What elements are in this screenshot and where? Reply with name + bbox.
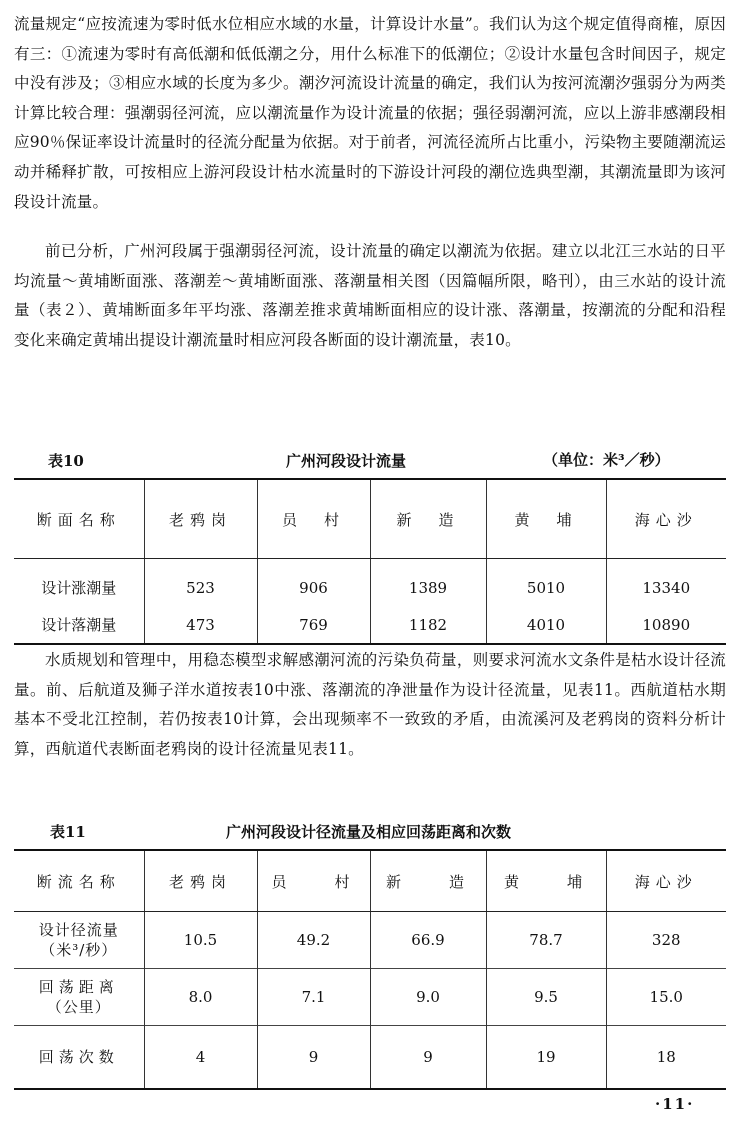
table10-cell: 5010 [486,559,606,607]
table-row [14,1026,726,1090]
table10-col-header: 老鸦岗 [144,479,257,559]
table-row [14,606,726,644]
table11-col-header: 员 村 [257,850,370,912]
paragraph-2: 前已分析，广州河段属于强潮弱径河流，设计流量的确定以潮流为依据。建立以北江三水站的日平均流量～黄埔断面涨、落潮差～黄埔断面涨、落潮量相关图（因篇幅所限，略刊），由三水站的设计流量（表２）、黄埔断面多年平均涨、落潮差推求黄埔断面相应的设计涨、落潮量，按潮流的分配和沿程变化来确定黄埔出提设计潮流量时相应河段各断面的设计潮流量，表10。 [14,242,726,349]
table11-cell: 9 [257,1026,370,1090]
table11-cell: 4 [144,1026,257,1090]
table11-cell: 9 [370,1026,486,1090]
table11-row-label [14,969,144,1026]
table10-unit: （单位：米³／秒） [543,451,670,469]
table10-label: 表10 [48,452,84,470]
table11-row-label-line2: （米³/秒） [40,941,118,959]
table-row [14,969,726,1026]
table11-header-row [14,850,726,912]
table11-col-header: 新 造 [370,850,486,912]
table11-col-header: 老鸦岗 [144,850,257,912]
table11-row-label-line1: 回荡距离 [38,978,119,996]
table11-row-label [14,1026,144,1090]
table11-col-header: 黄 埔 [486,850,606,912]
table11-label: 表11 [50,823,86,841]
table11-cell: 9.5 [486,969,606,1026]
table11-header-label: 断流名称 [14,850,144,912]
table10 [14,478,726,645]
table11-cell: 7.1 [257,969,370,1026]
table10-cell: 906 [257,559,370,607]
table10-row-label: 设计落潮量 [41,616,117,634]
table11-row-label-line1: 设计径流量 [38,921,119,939]
table10-cell: 473 [144,606,257,644]
table11-cell: 8.0 [144,969,257,1026]
table11-row-label-line1: 回荡次数 [38,1048,119,1066]
table11-cell: 328 [606,912,726,969]
table10-col-header: 海心沙 [606,479,726,559]
table11 [14,849,726,1090]
table11-cell: 15.0 [606,969,726,1026]
table10-title: 广州河段设计流量 [285,452,406,470]
table11-cell: 9.0 [370,969,486,1026]
table10-cell: 10890 [606,606,726,644]
table10-cell: 4010 [486,606,606,644]
table11-row-label-line2: （公里） [46,998,111,1016]
table11-cell: 66.9 [370,912,486,969]
table10-col-header: 新 造 [370,479,486,559]
table11-cell: 78.7 [486,912,606,969]
paragraph-1: 流量规定“应按流速为零时低水位相应水域的水量，计算设计水量”。我们认为这个规定值得商榷，原因有三：①流速为零时有高低潮和低低潮之分，用什么标准下的低潮位；②设计水量包含时间因子，规定中没有涉及；③相应水域的长度为多少。潮汐河流设计流量的确定，我们认为按河流潮汐强弱分为两类计算比较合理：强潮弱径河流，应以潮流量作为设计流量的依据；强径弱潮河流，应以上游非感潮段相应90％保证率设计流量时的径流分配量为依据。对于前者，河流径流所占比重小，污染物主要随潮流运动并稀释扩散，可按相应上游河段设计枯水流量时的下游设计河段的潮位选典型潮，其潮流量即为该河段设计流量。 [14,15,726,211]
table10-col-header: 黄 埔 [486,479,606,559]
table11-title: 广州河段设计径流量及相应回荡距离和次数 [226,823,512,841]
table-row [14,912,726,969]
table11-cell: 19 [486,1026,606,1090]
table10-col-header: 员 村 [257,479,370,559]
table10-header-row [14,479,726,559]
table10-header-label: 断面名称 [14,479,144,559]
page-number: ·11· [655,1095,695,1113]
table10-cell: 769 [257,606,370,644]
paragraph-3: 水质规划和管理中，用稳态模型求解感潮河流的污染负荷量，则要求河流水文条件是枯水设计径流量。前、后航道及狮子洋水道按表10中涨、落潮流的净泄量作为设计径流量，见表11。西航道枯水期基本不受北江控制，若仍按表10计算，会出现频率不一致致的矛盾，由流溪河及老鸦岗的资料分析计算，西航道代表断面老鸦岗的设计径流量见表11。 [14,651,726,758]
table11-cell: 49.2 [257,912,370,969]
table10-cell: 1389 [370,559,486,607]
table11-cell: 10.5 [144,912,257,969]
table10-row-label: 设计涨潮量 [41,579,117,597]
table11-row-label [14,912,144,969]
table10-cell: 523 [144,559,257,607]
table10-cell: 1182 [370,606,486,644]
table-row [14,559,726,607]
table11-col-header: 海心沙 [606,850,726,912]
table11-cell: 18 [606,1026,726,1090]
table10-cell: 13340 [606,559,726,607]
